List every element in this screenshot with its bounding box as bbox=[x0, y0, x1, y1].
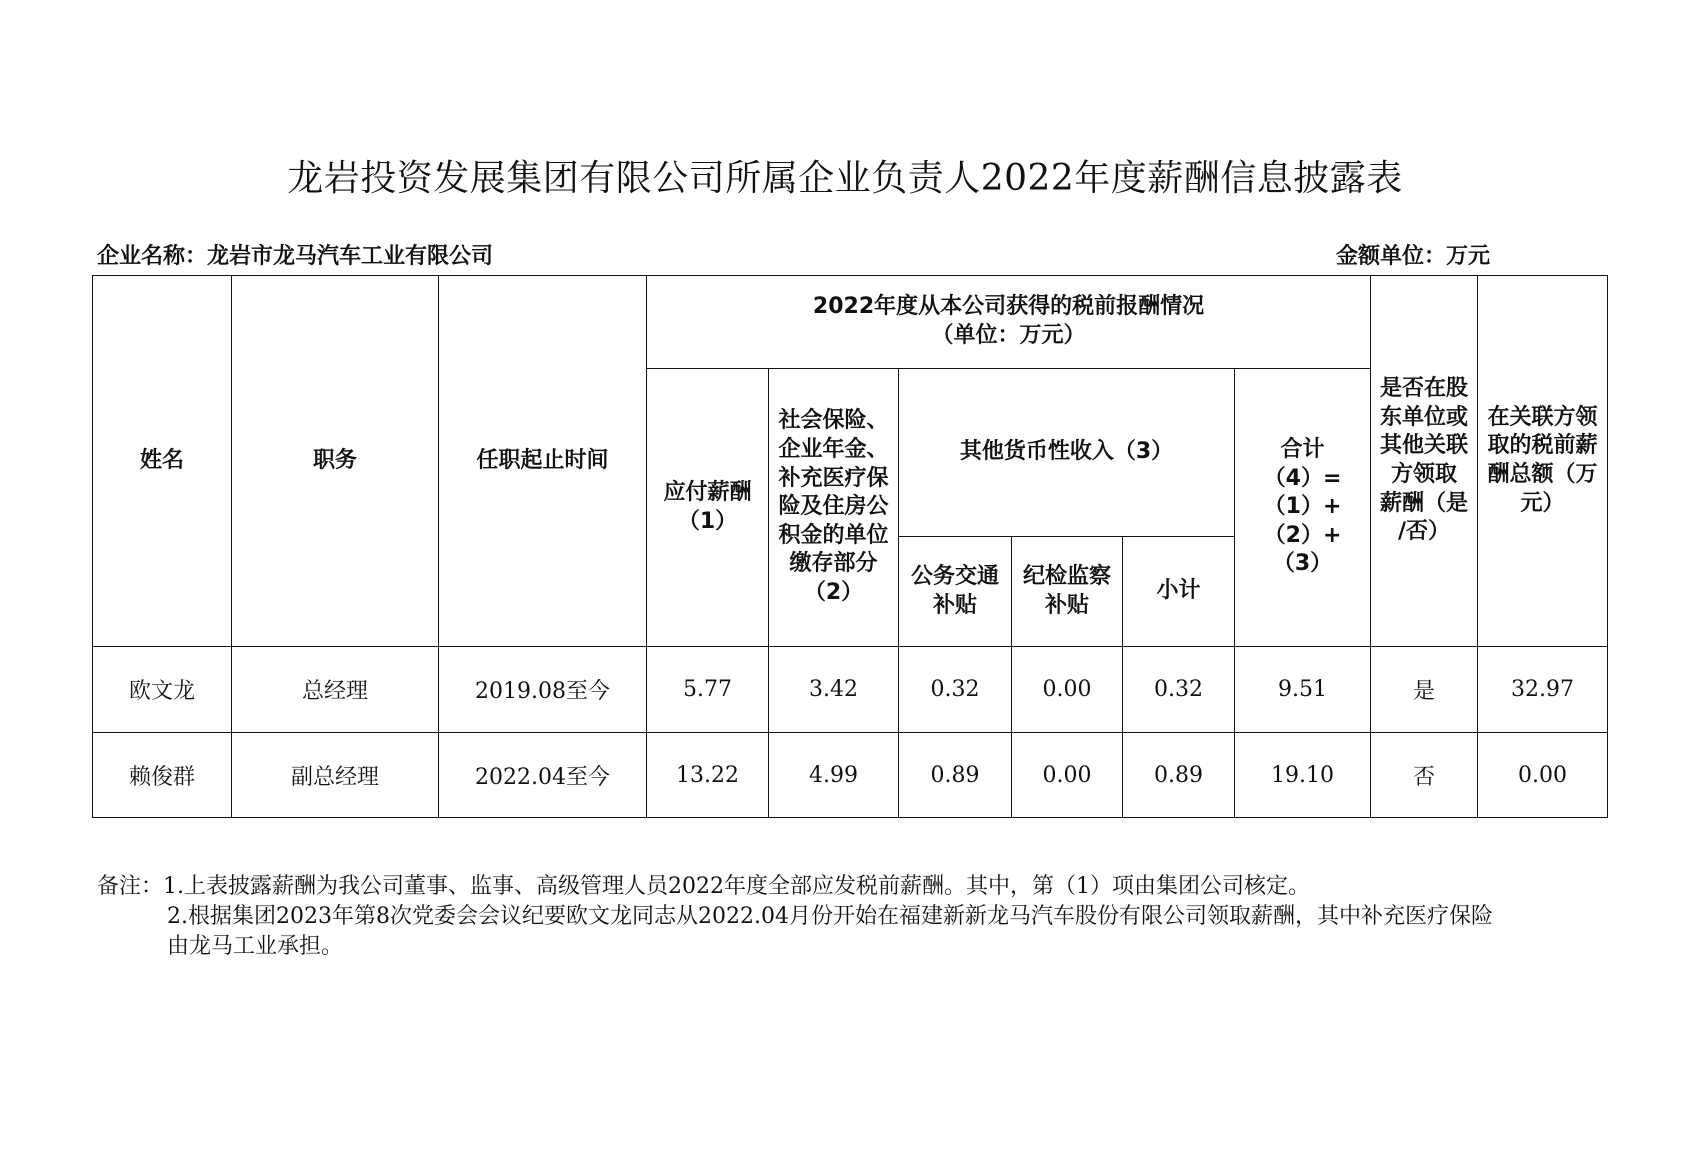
cell-subtotal: 0.89 bbox=[1123, 733, 1235, 818]
notes bbox=[97, 872, 1587, 962]
note-line-2: 2.根据集团2023年第8次党委会会议纪要欧文龙同志从2022.04月份开始在福建新新龙马汽车股份有限公司领取薪酬，其中补充医疗保险 bbox=[167, 904, 1493, 929]
cell-shareholder: 否 bbox=[1371, 733, 1478, 818]
cell-tenure: 2019.08至今 bbox=[439, 647, 647, 733]
table-row bbox=[93, 733, 1608, 818]
cell-discipline: 0.00 bbox=[1012, 647, 1123, 733]
company-name: 企业名称：龙岩市龙马汽车工业有限公司 bbox=[97, 244, 494, 269]
amount-unit: 金额单位：万元 bbox=[1336, 244, 1491, 269]
cell-related: 0.00 bbox=[1478, 733, 1608, 818]
cell-salary: 13.22 bbox=[647, 733, 769, 818]
cell-discipline: 0.00 bbox=[1012, 733, 1123, 818]
salary-table bbox=[92, 275, 1608, 818]
cell-total: 19.10 bbox=[1235, 733, 1371, 818]
header-salary: 应付薪酬 （1） bbox=[647, 369, 769, 647]
header-other-income: 其他货币性收入（3） bbox=[899, 369, 1235, 537]
page-title: 龙岩投资发展集团有限公司所属企业负责人2022年度薪酬信息披露表 bbox=[287, 158, 1403, 199]
header-transport: 公务交通 补贴 bbox=[899, 537, 1012, 647]
cell-shareholder: 是 bbox=[1371, 647, 1478, 733]
cell-transport: 0.89 bbox=[899, 733, 1012, 818]
cell-salary: 5.77 bbox=[647, 647, 769, 733]
header-insurance: 社会保险、 企业年金、 补充医疗保 险及住房公 积金的单位 缴存部分 （2） bbox=[769, 369, 899, 647]
cell-transport: 0.32 bbox=[899, 647, 1012, 733]
header-position: 职务 bbox=[232, 276, 439, 647]
cell-related: 32.97 bbox=[1478, 647, 1608, 733]
header-total: 合计 （4）= （1）+ （2）+ （3） bbox=[1235, 369, 1371, 647]
cell-name: 欧文龙 bbox=[93, 647, 232, 733]
cell-position: 总经理 bbox=[232, 647, 439, 733]
note-line-3: 由龙马工业承担。 bbox=[167, 934, 344, 959]
header-name: 姓名 bbox=[93, 276, 232, 647]
cell-subtotal: 0.32 bbox=[1123, 647, 1235, 733]
header-subtotal: 小计 bbox=[1123, 537, 1235, 647]
cell-tenure: 2022.04至今 bbox=[439, 733, 647, 818]
note-line-1: 备注：1.上表披露薪酬为我公司董事、监事、高级管理人员2022年度全部应发税前薪酬。其中，第（1）项由集团公司核定。 bbox=[97, 874, 1310, 899]
cell-position: 副总经理 bbox=[232, 733, 439, 818]
header-discipline: 纪检监察 补贴 bbox=[1012, 537, 1123, 647]
table-row bbox=[93, 647, 1608, 733]
header-shareholder: 是否在股 东单位或 其他关联 方领取 薪酬（是 /否） bbox=[1371, 276, 1478, 647]
header-compensation-group: 2022年度从本公司获得的税前报酬情况 （单位：万元） bbox=[647, 276, 1371, 369]
header-tenure: 任职起止时间 bbox=[439, 276, 647, 647]
cell-name: 赖俊群 bbox=[93, 733, 232, 818]
cell-total: 9.51 bbox=[1235, 647, 1371, 733]
cell-insurance: 4.99 bbox=[769, 733, 899, 818]
header-related-amount: 在关联方领 取的税前薪 酬总额（万 元） bbox=[1478, 276, 1608, 647]
cell-insurance: 3.42 bbox=[769, 647, 899, 733]
